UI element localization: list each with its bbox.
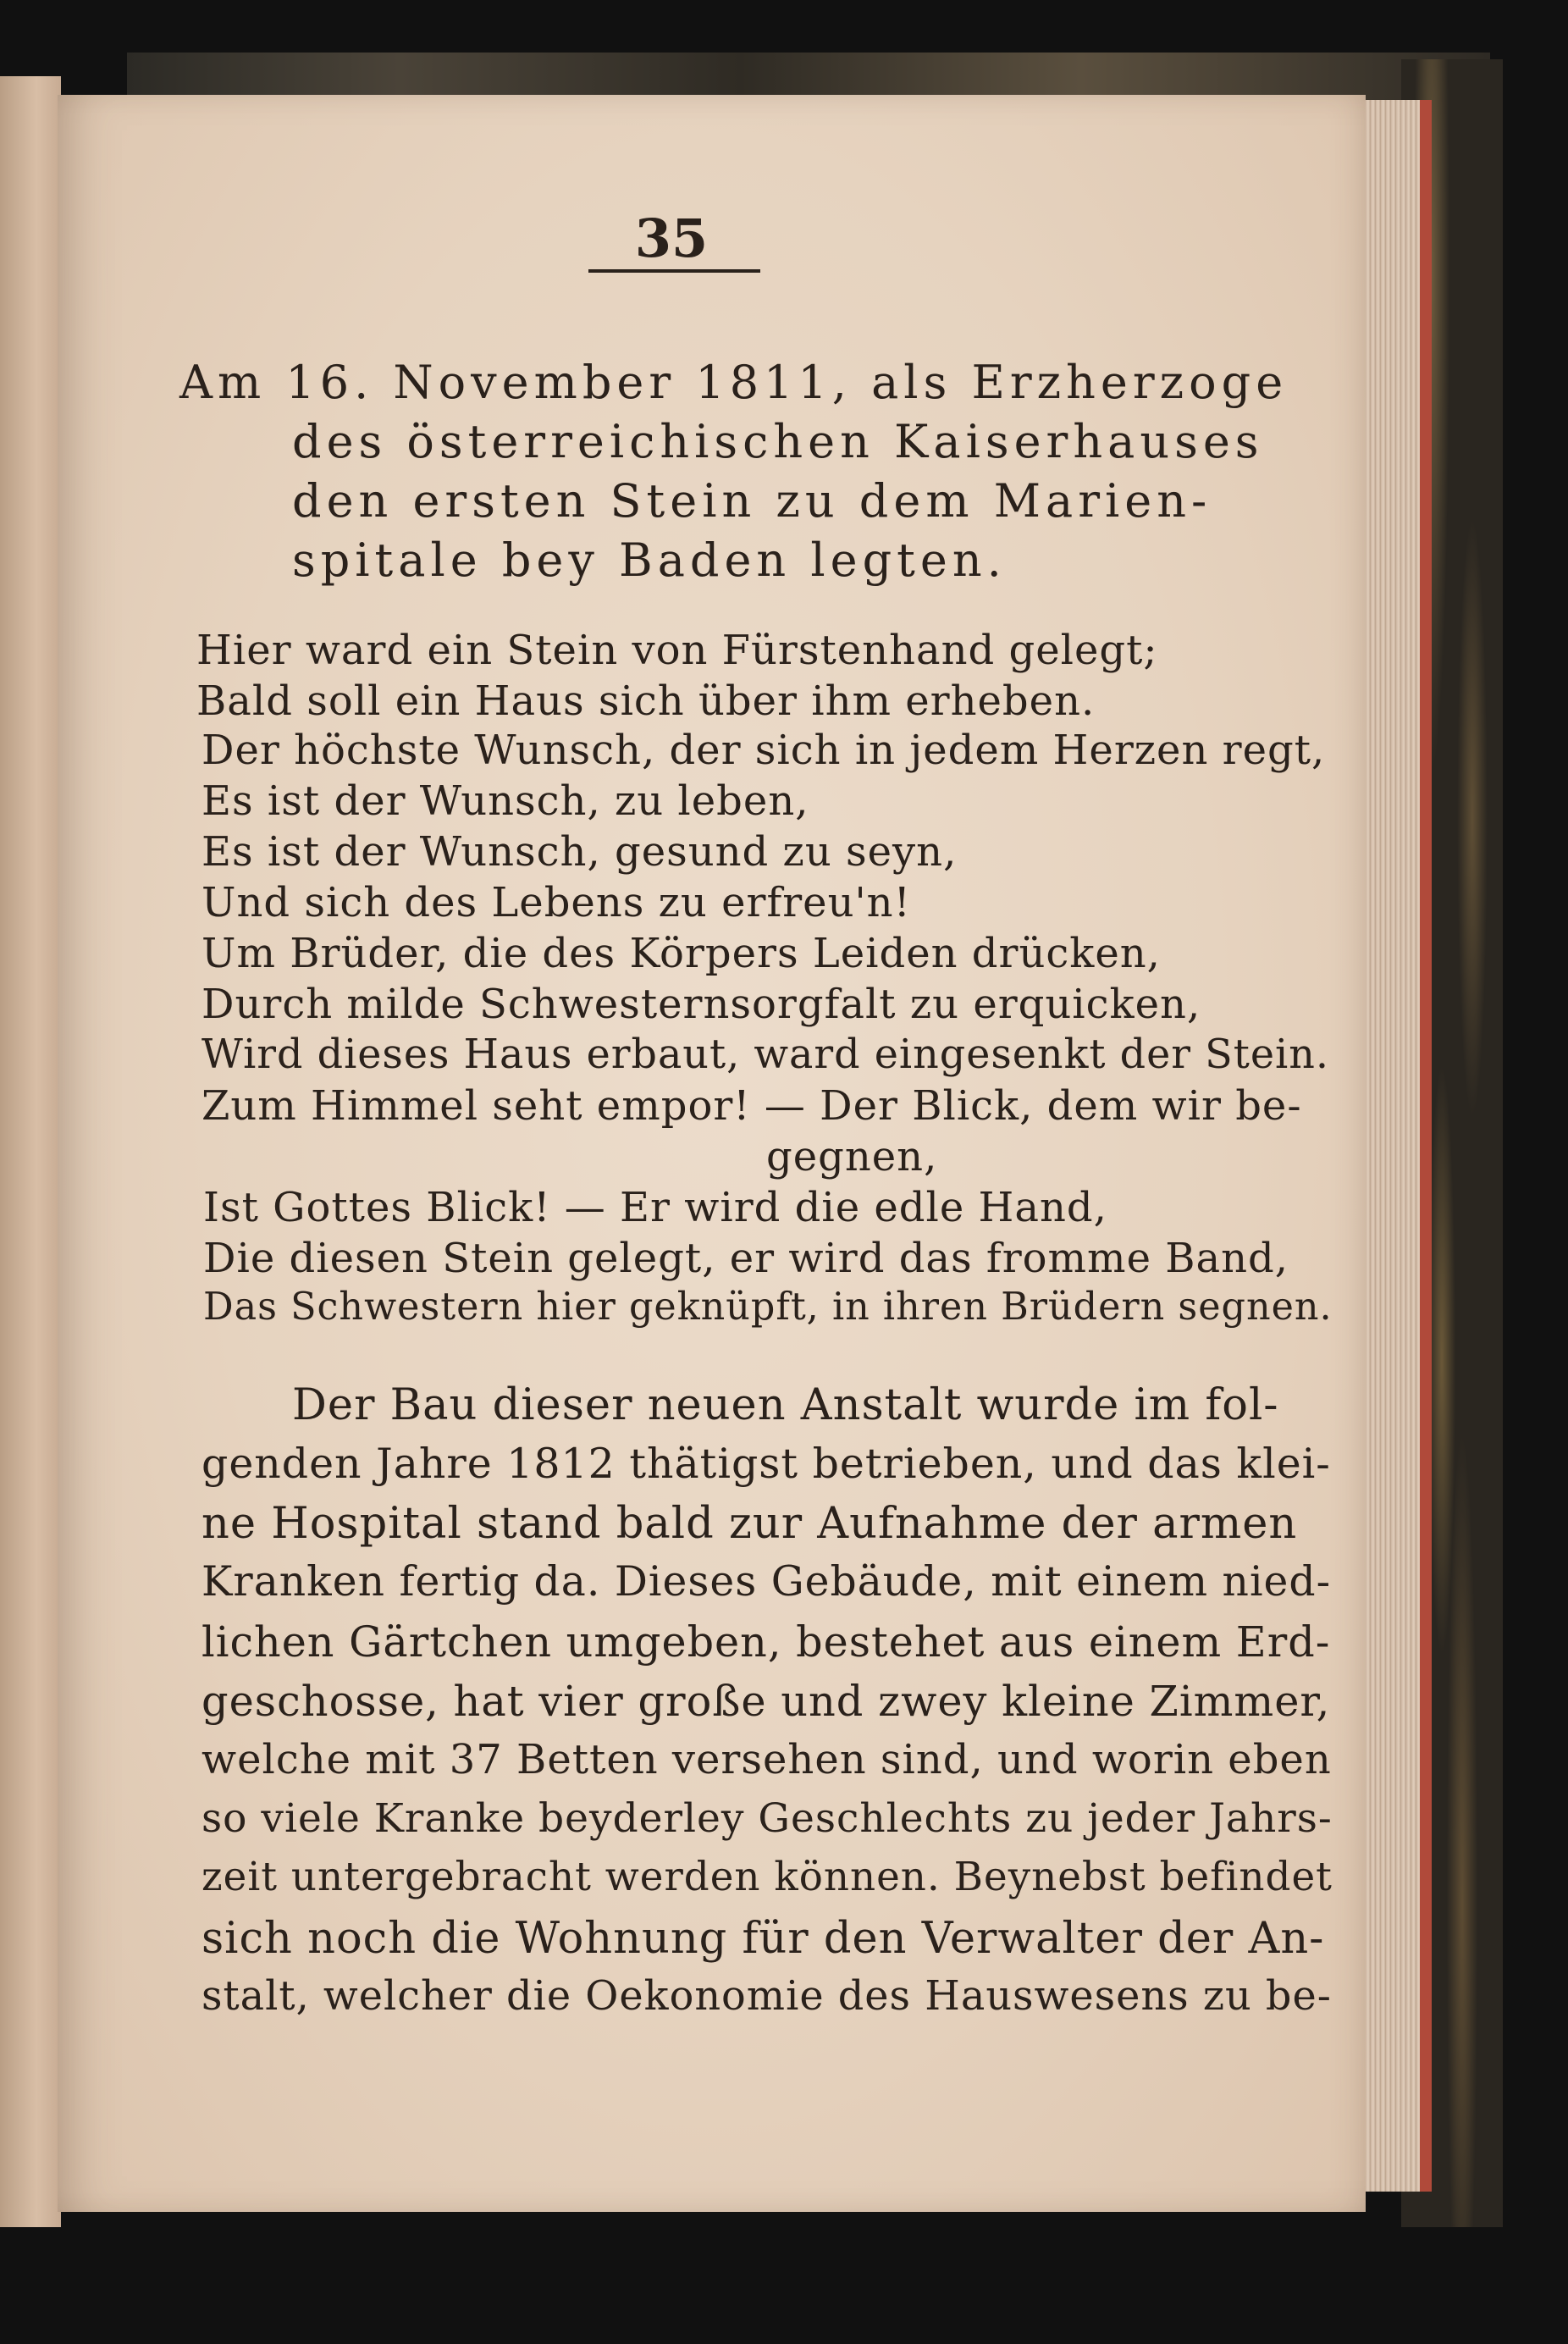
body-line: lichen Gärtchen umgeben, bestehet aus einem Erd-: [202, 1617, 1331, 1667]
poem-line: Durch milde Schwesternsorgfalt zu erquicken,: [202, 981, 1201, 1028]
body-line: stalt, welcher die Oekonomie des Hauswesens zu be-: [202, 1973, 1332, 2020]
body-line: so viele Kranke beyderley Geschlechts zu jeder Jahrs-: [202, 1795, 1333, 1842]
poem-line: Um Brüder, die des Körpers Leiden drücken,: [202, 930, 1161, 977]
facing-page-edge: [0, 76, 61, 2227]
poem-line: Und sich des Lebens zu erfreu'n!: [202, 879, 911, 926]
poem-line: Das Schwestern hier geknüpft, in ihren Brüdern segnen.: [203, 1285, 1333, 1329]
poem-line: Ist Gottes Blick! — Er wird die edle Hand,: [203, 1184, 1107, 1231]
heading-line: spitale bey Baden legten.: [292, 533, 1007, 587]
poem-line: Es ist der Wunsch, zu leben,: [202, 777, 809, 825]
poem-line: Es ist der Wunsch, gesund zu seyn,: [202, 828, 958, 876]
body-line: geschosse, hat vier große und zwey kleine Zimmer,: [202, 1677, 1331, 1726]
poem-line: Bald soll ein Haus sich über ihm erheben.: [196, 677, 1096, 725]
poem-line: gegnen,: [766, 1133, 938, 1180]
body-line: genden Jahre 1812 thätigst betrieben, und das klei-: [202, 1440, 1331, 1488]
body-line: Der Bau dieser neuen Anstalt wurde im fol-: [292, 1380, 1279, 1430]
poem-line: Wird dieses Haus erbaut, ward eingesenkt der Stein.: [202, 1031, 1329, 1078]
poem-line: Die diesen Stein gelegt, er wird das fromme Band,: [203, 1235, 1289, 1282]
body-line: zeit untergebracht werden können. Beynebst befindet: [202, 1855, 1333, 1900]
body-line: welche mit 37 Betten versehen sind, und worin eben: [202, 1736, 1332, 1783]
heading-line: den ersten Stein zu dem Marien-: [292, 474, 1212, 528]
page-number: 35: [634, 207, 709, 269]
page-number-rule: [588, 269, 760, 273]
poem-line: Zum Himmel seht empor! — Der Blick, dem wir be-: [202, 1082, 1302, 1130]
poem-line: Hier ward ein Stein von Fürstenhand gelegt;: [196, 627, 1158, 674]
heading-line: des österreichischen Kaiserhauses: [292, 415, 1264, 468]
body-line: Kranken fertig da. Dieses Gebäude, mit einem nied-: [202, 1558, 1332, 1606]
body-line: ne Hospital stand bald zur Aufnahme der armen: [202, 1499, 1298, 1549]
poem-line: Der höchste Wunsch, der sich in jedem Herzen regt,: [202, 727, 1326, 774]
heading-line: Am 16. November 1811, als Erzherzoge: [179, 356, 1289, 409]
body-line: sich noch die Wohnung für den Verwalter der An-: [202, 1914, 1325, 1964]
